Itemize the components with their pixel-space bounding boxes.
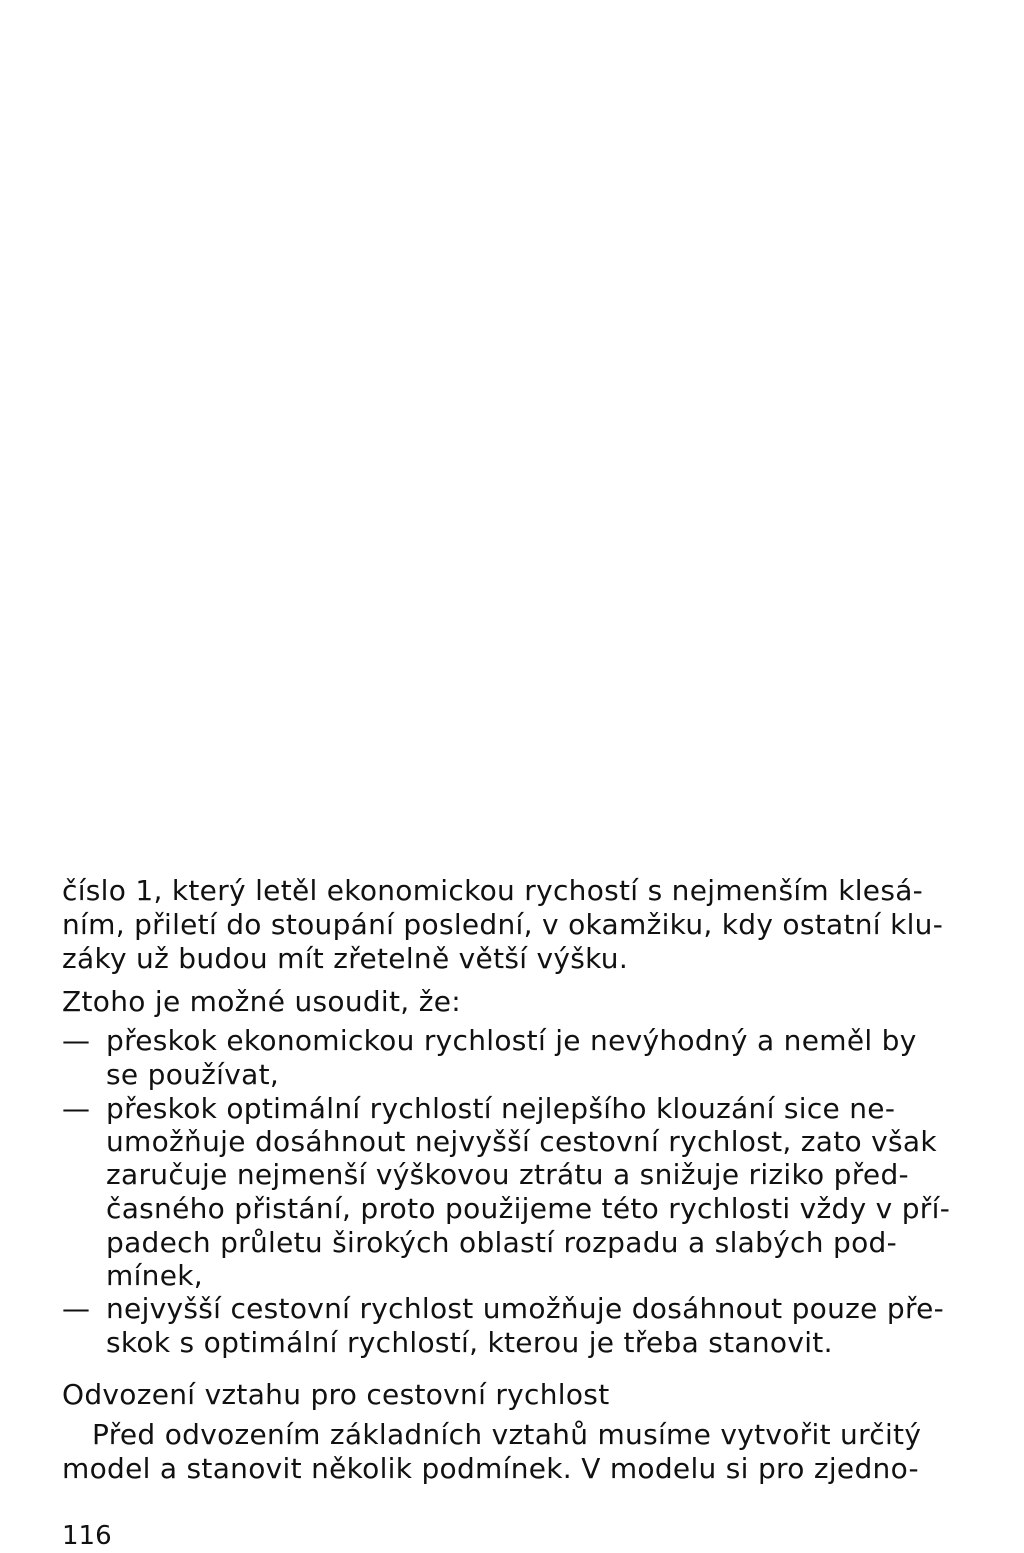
text-line: záky už budou mít zřetelně větší výšku.	[62, 942, 629, 975]
text-line: mínek,	[106, 1259, 203, 1292]
text-line: Před odvozením základních vztahů musíme vytvořit určitý	[92, 1418, 922, 1451]
page-number: 116	[62, 1521, 112, 1551]
text-line: se používat,	[106, 1058, 280, 1091]
dash-bullet: —	[62, 1092, 90, 1125]
text-line: model a stanovit několik podmínek. V modelu si pro zjedno-	[62, 1452, 919, 1485]
text-line: přeskok optimální rychlostí nejlepšího klouzání sice ne-	[106, 1092, 896, 1125]
text-line: skok s optimální rychlostí, kterou je třeba stanovit.	[106, 1326, 833, 1359]
text-line: časného přistání, proto použijeme této rychlosti vždy v pří-	[106, 1192, 951, 1225]
text-line: číslo 1, který letěl ekonomickou rychostí s nejmenším klesá-	[62, 874, 924, 907]
text-line: umožňuje dosáhnout nejvyšší cestovní rychlost, zato však	[106, 1125, 937, 1158]
section-heading: Odvození vztahu pro cestovní rychlost	[62, 1378, 610, 1411]
dash-bullet: —	[62, 1024, 90, 1057]
dash-bullet: —	[62, 1292, 90, 1325]
text-line: přeskok ekonomickou rychlostí je nevýhodný a neměl by	[106, 1024, 917, 1057]
text-line: nejvyšší cestovní rychlost umožňuje dosáhnout pouze pře-	[106, 1292, 945, 1325]
text-line: padech průletu širokých oblastí rozpadu a slabých pod-	[106, 1226, 897, 1259]
paragraph-intro: Ztoho je možné usoudit, že:	[62, 985, 461, 1018]
text-line: ním, přiletí do stoupání poslední, v okamžiku, kdy ostatní klu-	[62, 908, 944, 941]
text-line: zaručuje nejmenší výškovou ztrátu a snižuje riziko před-	[106, 1158, 909, 1191]
